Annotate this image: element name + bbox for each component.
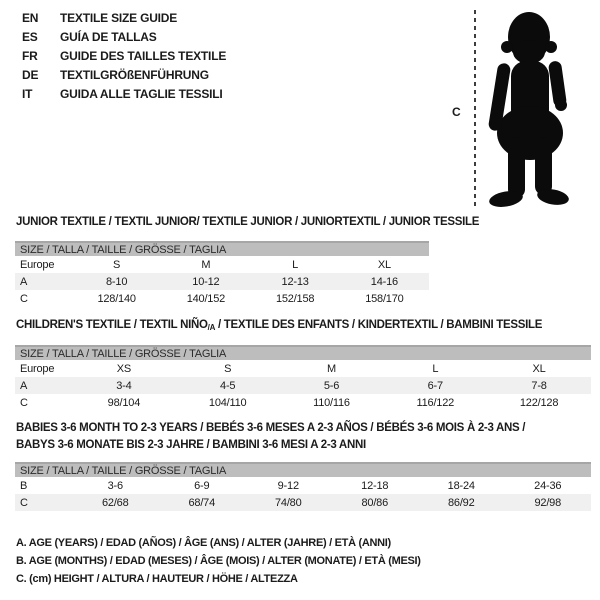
row-cell: 62/68 — [101, 496, 129, 509]
footnote-line: A. AGE (YEARS) / EDAD (AÑOS) / ÂGE (ANS) / ALTER (JAHRE) / ETÀ (ANNI) — [16, 537, 391, 549]
language-code: EN — [22, 10, 39, 25]
language-title: TEXTILE SIZE GUIDE — [60, 10, 178, 25]
table-row — [15, 256, 429, 273]
table-row — [15, 394, 591, 411]
size-header-label: SIZE / TALLA / TAILLE / GRÖSSE / TAGLIA — [20, 464, 227, 477]
row-cell: 140/152 — [186, 292, 226, 305]
babies-table-title-line2: BABYS 3-6 MONATE BIS 2-3 JAHRE / BAMBINI 3-6 MESI A 2-3 ANNI — [16, 439, 366, 451]
table-row — [15, 377, 591, 394]
size-header-band — [15, 345, 591, 360]
row-label: C — [20, 396, 28, 409]
children-title-prefix: CHILDREN'S TEXTILE / TEXTIL NIÑO — [16, 319, 208, 331]
language-code: DE — [22, 67, 39, 82]
junior-table — [15, 241, 429, 307]
row-cell: M — [327, 362, 336, 375]
children-table-title — [16, 319, 542, 331]
size-header-band — [15, 241, 429, 256]
table-row — [15, 273, 429, 290]
row-label: C — [20, 292, 28, 305]
language-code: IT — [22, 86, 33, 101]
babies-table-title-line1: BABIES 3-6 MONTH TO 2-3 YEARS / BEBÉS 3-6 MESES A 2-3 AÑOS / BÉBÉS 3-6 MOIS À 2-3 ANS / — [16, 422, 526, 434]
table-row — [15, 477, 591, 494]
language-code: ES — [22, 29, 38, 44]
row-cell: 3-4 — [116, 379, 132, 392]
language-title-list — [22, 8, 226, 103]
row-cell: M — [201, 258, 211, 271]
language-row — [22, 8, 226, 27]
row-cell: 6-7 — [427, 379, 443, 392]
language-code: FR — [22, 48, 38, 63]
row-cell: 116/122 — [416, 396, 455, 409]
row-cell: 98/104 — [107, 396, 141, 409]
baby-silhouette-icon — [478, 5, 593, 210]
row-cell: 5-6 — [323, 379, 340, 392]
language-row — [22, 27, 226, 46]
row-cell: 12-13 — [281, 275, 309, 288]
row-cell: 14-16 — [370, 275, 398, 288]
junior-table-title: JUNIOR TEXTILE / TEXTIL JUNIOR/ TEXTILE JUNIOR / JUNIORTEXTIL / JUNIOR TESSILE — [16, 216, 480, 228]
language-title: GUÍA DE TALLAS — [60, 29, 157, 44]
row-cell: 158/170 — [365, 292, 404, 305]
table-row — [15, 360, 591, 377]
row-cell: 152/158 — [275, 292, 315, 305]
row-cell: 92/98 — [534, 496, 562, 509]
row-cell: 8-10 — [106, 275, 128, 288]
row-label: A — [20, 275, 28, 288]
footnote-line: B. AGE (MONTHS) / EDAD (MESES) / ÂGE (MOIS) / ALTER (MONATE) / ETÀ (MESI) — [16, 555, 421, 567]
row-cell: 9-12 — [277, 479, 299, 492]
row-cell: S — [113, 258, 121, 271]
children-title-subscript: /A — [207, 323, 216, 332]
height-measure-line — [474, 10, 476, 206]
language-row — [22, 65, 226, 84]
size-header-label: SIZE / TALLA / TAILLE / GRÖSSE / TAGLIA — [20, 347, 227, 360]
row-cell: XL — [377, 258, 391, 271]
row-cell: 12-18 — [361, 479, 389, 492]
row-cell: 122/128 — [519, 396, 559, 409]
row-cell: 10-12 — [192, 275, 220, 288]
row-label: C — [20, 496, 28, 509]
row-cell: 6-9 — [194, 479, 210, 492]
height-measure-label: C — [452, 105, 461, 119]
row-cell: 7-8 — [531, 379, 547, 392]
row-label: B — [20, 479, 28, 492]
row-cell: L — [292, 258, 299, 271]
row-cell: S — [224, 362, 232, 375]
row-label: Europe — [20, 258, 55, 271]
language-title: GUIDA ALLE TAGLIE TESSILI — [60, 86, 223, 101]
row-cell: 4-5 — [220, 379, 236, 392]
language-row — [22, 84, 226, 103]
table-row — [15, 494, 591, 511]
row-label: A — [20, 379, 28, 392]
row-cell: 104/110 — [208, 396, 247, 409]
row-cell: 110/116 — [313, 396, 350, 409]
table-row — [15, 290, 429, 307]
footnote-line: C. (cm) HEIGHT / ALTURA / HAUTEUR / HÖHE / ALTEZZA — [16, 573, 298, 585]
children-title-suffix: / TEXTILE DES ENFANTS / KINDERTEXTIL / BAMBINI TESSILE — [215, 319, 543, 331]
size-header-band — [15, 462, 591, 477]
row-cell: 18-24 — [447, 479, 475, 492]
row-cell: XS — [116, 362, 132, 375]
children-table — [15, 345, 591, 411]
row-cell: 74/80 — [274, 496, 302, 509]
language-row — [22, 46, 226, 65]
row-cell: XL — [532, 362, 546, 375]
row-cell: 86/92 — [447, 496, 475, 509]
row-cell: 68/74 — [188, 496, 216, 509]
row-cell: L — [432, 362, 439, 375]
row-cell: 128/140 — [97, 292, 136, 305]
row-cell: 3-6 — [107, 479, 123, 492]
footnotes — [16, 534, 421, 588]
babies-table — [15, 462, 591, 511]
row-cell: 80/86 — [361, 496, 389, 509]
row-cell: 24-36 — [534, 479, 562, 492]
size-header-label: SIZE / TALLA / TAILLE / GRÖSSE / TAGLIA — [20, 243, 227, 256]
row-label: Europe — [20, 362, 55, 375]
language-title: TEXTILGRÖßENFÜHRUNG — [60, 67, 209, 82]
language-title: GUIDE DES TAILLES TEXTILE — [60, 48, 227, 63]
